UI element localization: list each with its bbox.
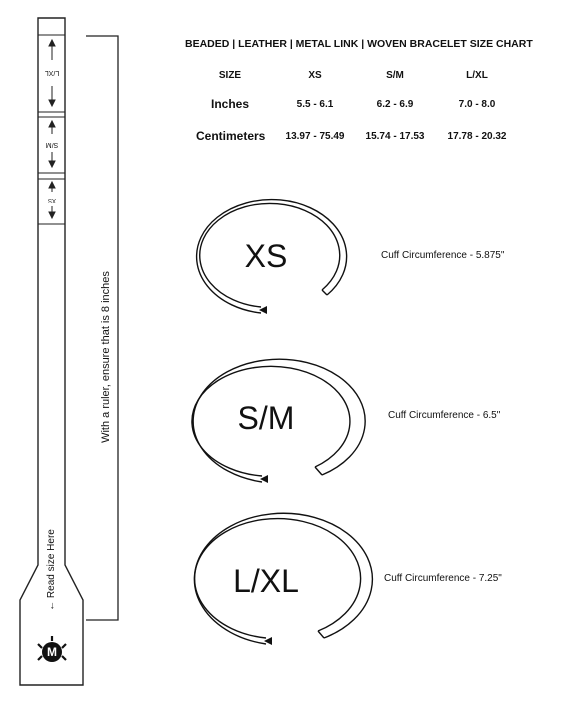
svg-text:M: M	[47, 645, 57, 659]
table-header-sm: S/M	[386, 70, 404, 81]
cuff-caption-sm: Cuff Circumference - 6.5"	[388, 410, 501, 421]
ring-label-sm: S/M	[237, 400, 295, 436]
table-header-xs: XS	[308, 70, 322, 81]
zone-label-xs: XS	[48, 197, 57, 203]
zone-label-lxl: L/XL	[44, 69, 60, 76]
row-label-inches: Inches	[211, 97, 250, 111]
inches-xs: 5.5 - 6.1	[296, 99, 334, 110]
read-arrow-icon: ←	[46, 600, 57, 611]
ring-label-xs: XS	[244, 238, 288, 274]
cuff-caption-lxl: Cuff Circumference - 7.25"	[384, 573, 502, 584]
row-label-centimeters: Centimeters	[196, 129, 266, 143]
cm-sm: 15.74 - 17.53	[365, 131, 425, 142]
cm-xs: 13.97 - 75.49	[285, 131, 345, 142]
inches-lxl: 7.0 - 8.0	[458, 99, 496, 110]
cm-lxl: 17.78 - 20.32	[447, 131, 507, 142]
read-size-text: Read size Here	[46, 529, 57, 599]
ring-label-lxl: L/XL	[233, 563, 299, 599]
table-header-size: SIZE	[218, 70, 242, 81]
chart-title: BEADED | LEATHER | METAL LINK | WOVEN BRACELET SIZE CHART	[185, 38, 533, 50]
inches-sm: 6.2 - 6.9	[376, 99, 414, 110]
table-header-lxl: L/XL	[466, 70, 488, 81]
cuff-caption-xs: Cuff Circumference - 5.875"	[381, 250, 505, 261]
zone-label-sm: S/M	[45, 141, 59, 148]
ruler-note: With a ruler, ensure that is 8 inches	[100, 271, 112, 443]
